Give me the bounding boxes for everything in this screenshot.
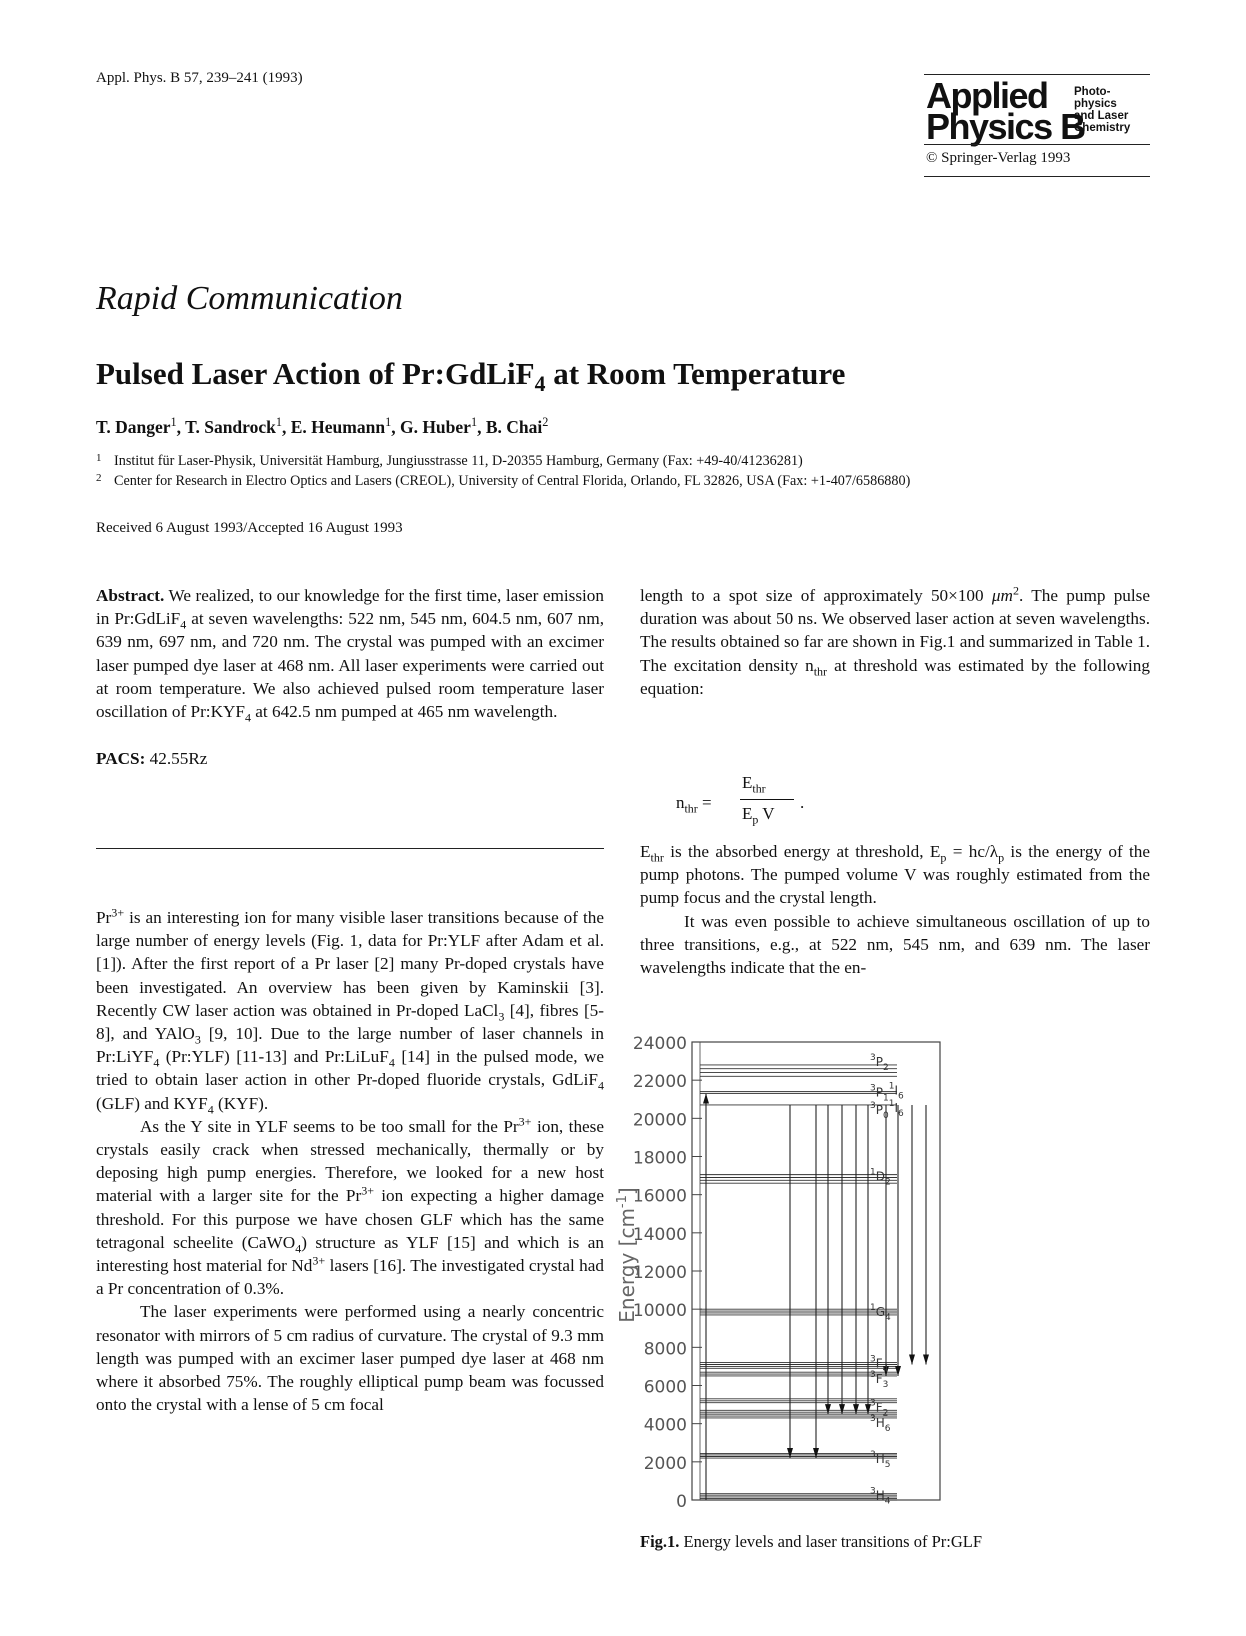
fraction-bar bbox=[740, 799, 794, 800]
unit-text: μm bbox=[991, 586, 1013, 605]
author-name: E. Heumann bbox=[290, 417, 386, 437]
level-label-part: 1 bbox=[870, 1167, 876, 1178]
subscript: 4 bbox=[244, 710, 251, 725]
superscript: 3+ bbox=[361, 1183, 374, 1198]
level-label-part: H bbox=[875, 1488, 885, 1503]
level-label-part: 4 bbox=[882, 1364, 889, 1375]
paper-title bbox=[96, 356, 846, 397]
body-paragraph-1 bbox=[96, 906, 604, 1115]
text: . The pump pulse duration was about 50 ns. We observed laser action at seven wavelengths. The results obtained so far are shown in Fig.1 and summarized in Table 1. The excitation density n bbox=[640, 586, 1150, 675]
author-affiliation-marker: 1 bbox=[275, 415, 282, 430]
subscript: 4 bbox=[207, 1102, 214, 1117]
author-separator: , bbox=[477, 417, 486, 437]
transition-arrow-head bbox=[703, 1094, 709, 1104]
level-label-part: 3 bbox=[870, 1369, 876, 1380]
affiliation-text: Institut für Laser-Physik, Universität Hamburg, Jungiusstrasse 11, D-20355 Hamburg, Germany (Fax: +49-40/41236281) bbox=[114, 453, 803, 469]
author-list bbox=[96, 417, 548, 438]
y-tick-label: 6000 bbox=[643, 1377, 687, 1398]
journal-name-line1: Applied bbox=[926, 75, 1048, 116]
eq-den-e: E bbox=[742, 804, 753, 823]
copyright-notice: © Springer-Verlag 1993 bbox=[926, 150, 1071, 166]
level-label bbox=[870, 1168, 891, 1188]
eq-den-v: V bbox=[758, 804, 775, 823]
caption-text: Energy levels and laser transitions of Pr:GLF bbox=[679, 1532, 983, 1551]
equation-denominator bbox=[742, 804, 775, 827]
text: length to a spot size of approximately 50×100 bbox=[640, 586, 992, 605]
transition-arrow-head bbox=[923, 1355, 929, 1365]
affiliation-1 bbox=[96, 452, 803, 470]
journal-subtitle bbox=[1074, 86, 1130, 134]
subscript: thr bbox=[813, 664, 828, 679]
abstract-text: at seven wavelengths: 522 nm, 545 nm, 604.5 nm, 607 nm, 639 nm, 697 nm, and 720 nm. The crystal was pumped with an excimer laser pumped dye laser at 468 nm. All laser experiments were carried out at room temperature. We also achieved pulsed room temperature laser oscillation of Pr:KYF bbox=[96, 609, 604, 722]
pacs-value: 42.55Rz bbox=[145, 749, 208, 769]
level-label-part: 3 bbox=[870, 1450, 876, 1461]
y-tick-label: 14000 bbox=[632, 1224, 687, 1245]
journal-name bbox=[926, 75, 1085, 147]
author-name: T. Sandrock bbox=[185, 417, 276, 437]
journal-subtitle-line3: and Laser bbox=[1074, 110, 1129, 122]
level-label-part: 6 bbox=[898, 1108, 904, 1119]
level-label-part: P bbox=[875, 1102, 883, 1117]
subscript: 4 bbox=[388, 1055, 395, 1070]
level-label-part: 6 bbox=[898, 1091, 904, 1102]
body-paragraph-2 bbox=[96, 1115, 604, 1301]
text: [9, 10]. Due to the large number of laser channels in Pr:LiYF bbox=[96, 1024, 604, 1067]
text: ) structure as YLF [15] and which is an interesting host material for Nd bbox=[96, 1232, 604, 1276]
subscript: 4 bbox=[153, 1055, 160, 1070]
energy-level-diagram bbox=[615, 1020, 1160, 1540]
journal-subtitle-line1: Photo- bbox=[1074, 86, 1111, 98]
abstract-text: We realized, to our knowledge for the first time, laser emission in Pr:GdLiF bbox=[96, 586, 604, 629]
level-label bbox=[870, 1486, 891, 1506]
author-separator: , bbox=[282, 417, 291, 437]
affiliation-number: 2 bbox=[96, 472, 102, 484]
author-affiliation-marker: 1 bbox=[170, 415, 177, 430]
subscript: thr bbox=[650, 850, 664, 865]
y-axis-label: Energy $[cm^{-1}]$ bbox=[615, 1187, 639, 1323]
y-tick-label: 16000 bbox=[632, 1186, 687, 1207]
affiliation-2 bbox=[96, 472, 910, 490]
text: ion, these crystals easily crack when stressed mechanically, thermally or by deposing high pump energies. Therefore, we looked for a new host material with a larger site for the Pr bbox=[96, 1116, 605, 1206]
abstract-text: at 642.5 nm pumped at 465 nm wavelength. bbox=[250, 702, 558, 722]
y-tick-label: 24000 bbox=[632, 1034, 687, 1054]
superscript: 3+ bbox=[312, 1253, 326, 1268]
superscript: 3+ bbox=[111, 905, 125, 920]
level-label-part: F bbox=[875, 1371, 883, 1386]
logo-bottom-rule bbox=[924, 176, 1150, 177]
y-tick-label: 8000 bbox=[643, 1339, 687, 1360]
level-label-part: 3 bbox=[870, 1083, 876, 1094]
logo-middle-rule bbox=[924, 144, 1150, 145]
level-label-part: 6 bbox=[884, 1423, 891, 1434]
level-label-part: 1 bbox=[888, 1081, 895, 1092]
y-tick-label: 2000 bbox=[643, 1453, 687, 1474]
level-label-part: P bbox=[875, 1085, 883, 1100]
eq-num-sub: thr bbox=[752, 781, 766, 796]
journal-subtitle-line2: physics bbox=[1074, 98, 1117, 110]
y-tick-label: 22000 bbox=[632, 1072, 687, 1093]
y-tick-label: 4000 bbox=[643, 1415, 687, 1436]
level-label-part: 1 bbox=[870, 1303, 876, 1314]
text: As the Y site in YLF seems to be too small for the Pr bbox=[140, 1116, 519, 1136]
energy-level-figure bbox=[615, 1020, 1160, 1540]
pacs-line bbox=[96, 747, 604, 770]
subscript: p bbox=[940, 850, 947, 865]
threshold-equation bbox=[676, 773, 876, 833]
equation-period: . bbox=[800, 793, 805, 812]
eq-n-sub: thr bbox=[684, 801, 698, 816]
superscript: 3+ bbox=[518, 1114, 532, 1129]
author-affiliation-marker: 1 bbox=[470, 415, 478, 430]
subscript: 4 bbox=[295, 1241, 302, 1256]
level-label-part: I bbox=[894, 1083, 898, 1098]
y-tick-label: 0 bbox=[676, 1492, 687, 1512]
subscript: 4 bbox=[597, 1078, 604, 1093]
text: is the absorbed energy at threshold, E bbox=[663, 842, 941, 861]
author-name: G. Huber bbox=[399, 417, 471, 437]
author-name: T. Danger bbox=[96, 417, 171, 437]
level-label-part: P bbox=[875, 1055, 883, 1070]
author-name: B. Chai bbox=[485, 417, 543, 437]
level-labels bbox=[870, 1053, 904, 1506]
y-tick-label: 12000 bbox=[632, 1263, 687, 1283]
journal-subtitle-line4: Chemistry bbox=[1074, 122, 1131, 134]
body-right-top bbox=[640, 584, 1150, 700]
level-label-part: 2 bbox=[882, 1063, 889, 1074]
text: ion expecting a higher damage threshold. For this purpose we have chosen GLF which has the same tetragonal scheelite (CaWO bbox=[96, 1186, 604, 1252]
author-affiliation-marker: 1 bbox=[385, 415, 392, 430]
subscript: 3 bbox=[498, 1009, 505, 1024]
body-paragraph-4 bbox=[640, 584, 1150, 700]
author-affiliation-marker: 2 bbox=[542, 415, 549, 430]
text: E bbox=[640, 842, 651, 861]
abstract-divider bbox=[96, 848, 604, 849]
author-separator: , bbox=[391, 417, 400, 437]
title-subscript: 4 bbox=[534, 372, 546, 397]
text: (GLF) and KYF bbox=[96, 1093, 208, 1113]
level-label-part: 3 bbox=[870, 1053, 876, 1064]
level-label-part: D bbox=[875, 1169, 885, 1184]
level-label-part: 3 bbox=[870, 1100, 876, 1111]
eq-equals: = bbox=[697, 793, 712, 812]
level-label-part: 1 bbox=[888, 1098, 895, 1109]
journal-citation: Appl. Phys. B 57, 239–241 (1993) bbox=[96, 70, 303, 86]
subscript: p bbox=[998, 850, 1005, 865]
text: is an interesting ion for many visible laser transitions because of the large number of energy levels (Fig. 1, data for Pr:YLF after Adam et al. [1]). After the first report of a Pr laser [2] many Pr-doped crystals have been investigated. An overview has been given by Kaminskii [3]. Recently CW laser action was obtained in Pr-doped LaCl bbox=[96, 908, 604, 1020]
text: (Pr:YLF) [11-13] and Pr:LiLuF bbox=[159, 1047, 389, 1067]
level-label-part: 3 bbox=[870, 1486, 876, 1497]
journal-name-line2: Physics B bbox=[926, 106, 1085, 147]
abstract-section bbox=[96, 584, 604, 770]
level-label-part: I bbox=[894, 1100, 898, 1115]
level-label-part: H bbox=[875, 1415, 885, 1430]
eq-n: n bbox=[676, 793, 685, 812]
eq-den-sub: p bbox=[752, 812, 759, 827]
level-label-part: 1 bbox=[882, 1093, 889, 1104]
level-label-part: 2 bbox=[882, 1408, 889, 1419]
title-part-b: at Room Temperature bbox=[545, 356, 846, 391]
text: lasers [16]. The investigated crystal had a Pr concentration of 0.3%. bbox=[96, 1256, 604, 1299]
text: = hc/λ bbox=[946, 842, 999, 861]
y-tick-label: 18000 bbox=[632, 1148, 687, 1169]
subscript: 4 bbox=[180, 617, 187, 632]
text: is the energy of the pump photons. The pumped volume V was roughly estimated from the pump focus and the crystal length. bbox=[640, 842, 1151, 908]
journal-logo-block bbox=[924, 74, 1150, 180]
body-right-column bbox=[640, 840, 1150, 979]
caption-label: Fig.1. bbox=[640, 1532, 680, 1551]
level-label-part: 4 bbox=[885, 1313, 891, 1324]
y-tick-label: 10000 bbox=[632, 1301, 687, 1322]
received-dates: Received 6 August 1993/Accepted 16 August 1993 bbox=[96, 520, 403, 536]
level-label-part: G bbox=[875, 1305, 886, 1320]
superscript: 2 bbox=[1012, 583, 1019, 598]
text: [14] in the pulsed mode, we tried to obtain laser action in other Pr-doped fluoride crystals, GdLiF bbox=[96, 1047, 604, 1090]
level-label-part: 3 bbox=[882, 1379, 889, 1390]
section-label: Rapid Communication bbox=[96, 280, 403, 317]
body-left-column bbox=[96, 906, 604, 1416]
level-label-part: F bbox=[875, 1356, 883, 1371]
level-label bbox=[870, 1053, 889, 1073]
level-label-part: 2 bbox=[884, 1177, 891, 1188]
body-paragraph-3: The laser experiments were performed using a nearly concentric resonator with mirrors of 5 cm radius of curvature. The crystal of 9.3 mm length was pumped with an excimer laser pumped dye laser at 468 nm where it absorbed 75%. The roughly elliptical pump beam was focussed onto the crystal with a lense of 5 cm focal bbox=[96, 1302, 604, 1415]
text: Pr bbox=[96, 908, 112, 927]
level-label-part: 3 bbox=[870, 1398, 876, 1409]
body-paragraph-5 bbox=[640, 840, 1150, 910]
level-label-part: 0 bbox=[882, 1110, 889, 1121]
affiliation-number: 1 bbox=[96, 452, 102, 464]
level-label-part: 4 bbox=[884, 1496, 891, 1507]
affiliation-text: Center for Research in Electro Optics and Lasers (CREOL), University of Central Florida, Orlando, FL 32826, USA (Fax: +1-407/6586880) bbox=[114, 473, 911, 489]
text: (KYF). bbox=[213, 1093, 269, 1113]
level-label-part: F bbox=[875, 1400, 883, 1415]
level-label-part: H bbox=[875, 1452, 885, 1467]
pacs-label: PACS: bbox=[96, 749, 146, 769]
equation-lhs bbox=[676, 793, 712, 816]
level-label-part: 3 bbox=[870, 1413, 876, 1424]
title-part-a: Pulsed Laser Action of Pr:GdLiF bbox=[96, 356, 535, 391]
abstract-label: Abstract. bbox=[96, 586, 165, 605]
text: at threshold was estimated by the following equation: bbox=[640, 655, 1150, 698]
laser-transitions bbox=[703, 1091, 929, 1503]
level-label-part: 5 bbox=[884, 1460, 891, 1471]
text: [4], fibres [5-8], and YAlO bbox=[96, 1000, 604, 1044]
level-label-part: 3 bbox=[870, 1354, 876, 1365]
subscript: 3 bbox=[194, 1032, 201, 1047]
figure-caption bbox=[640, 1532, 982, 1552]
eq-num-e: E bbox=[742, 773, 753, 792]
level-label bbox=[870, 1303, 891, 1323]
body-paragraph-6: It was even possible to achieve simultaneous oscillation of up to three transitions, e.g., at 522 nm, 545 nm, and 639 nm. The laser wavelengths indicate that the en- bbox=[640, 911, 1150, 978]
equation-numerator bbox=[742, 773, 766, 796]
author-separator: , bbox=[176, 417, 186, 437]
abstract-paragraph bbox=[96, 584, 604, 723]
y-tick-label: 20000 bbox=[632, 1110, 687, 1131]
transition-arrow-head bbox=[909, 1355, 915, 1365]
